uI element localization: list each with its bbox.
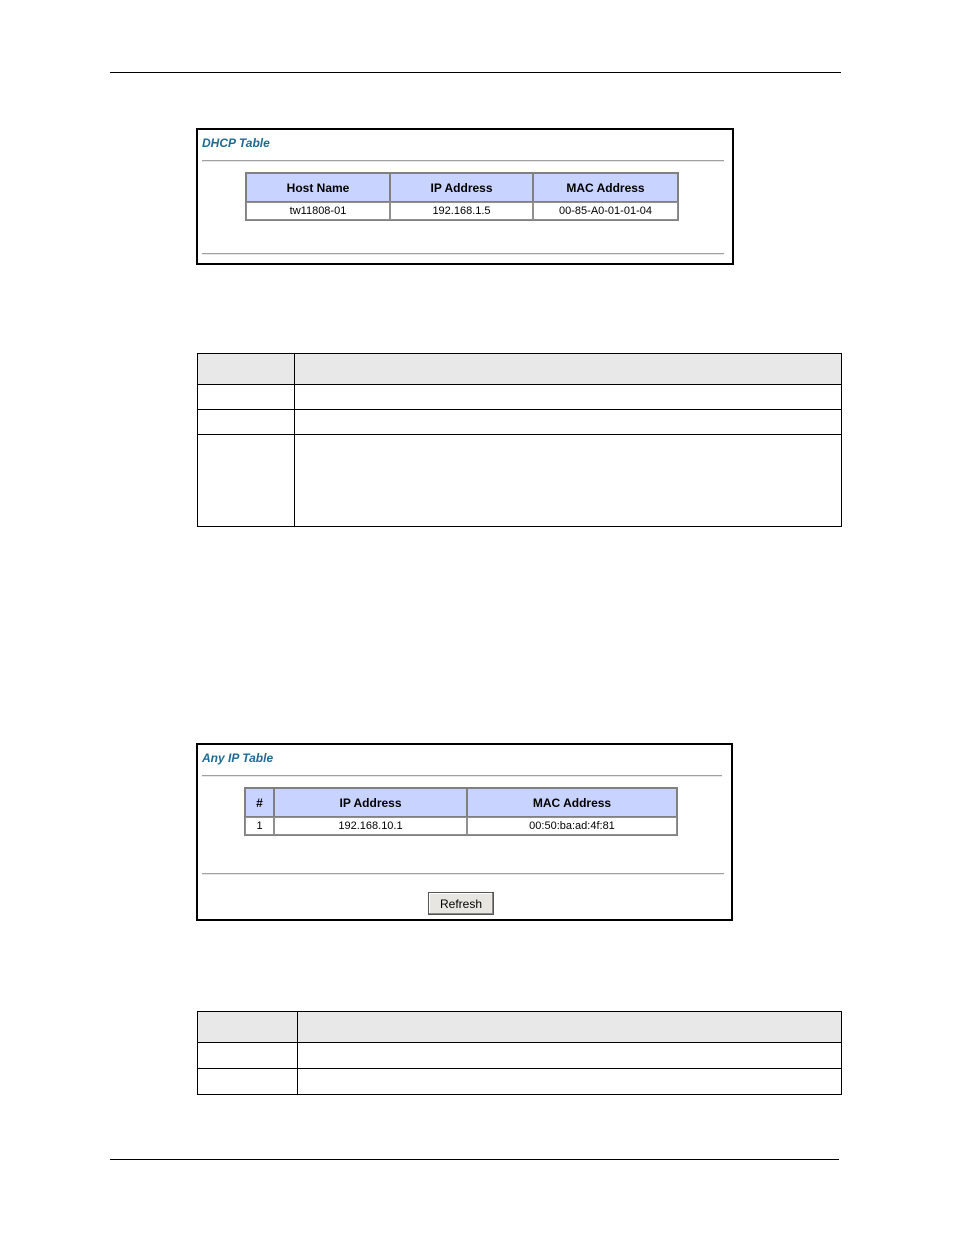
page-header-rule	[110, 72, 841, 73]
page-footer-rule	[110, 1159, 839, 1160]
dhcp-description-table	[197, 353, 842, 527]
desc-header-row	[198, 1012, 842, 1043]
dhcp-table-panel	[196, 128, 734, 265]
any-ip-table	[244, 787, 678, 836]
any-ip-table-title: Any IP Table	[202, 751, 274, 765]
dhcp-col-host-name: Host Name	[246, 173, 390, 202]
any-ip-top-divider	[202, 775, 722, 777]
any-ip-cell-ip-address: 192.168.10.1	[274, 817, 467, 835]
dhcp-col-mac-address: MAC Address	[533, 173, 678, 202]
any-ip-header-row	[245, 788, 677, 817]
dhcp-header-row	[246, 173, 678, 202]
any-ip-table-panel	[196, 743, 733, 921]
desc-row	[198, 1043, 842, 1069]
table-row	[246, 202, 678, 220]
desc-row	[198, 1069, 842, 1095]
dhcp-col-ip-address: IP Address	[390, 173, 533, 202]
dhcp-bottom-divider	[202, 253, 724, 255]
desc-header-row	[198, 354, 842, 385]
any-ip-description-table	[197, 1011, 842, 1095]
dhcp-cell-ip-address: 192.168.1.5	[390, 202, 533, 220]
refresh-button[interactable]: Refresh	[428, 892, 494, 915]
desc-row	[198, 435, 842, 527]
desc-row	[198, 410, 842, 435]
any-ip-cell-mac-address: 00:50:ba:ad:4f:81	[467, 817, 677, 835]
dhcp-cell-host-name: tw11808-01	[246, 202, 390, 220]
any-ip-cell-index: 1	[245, 817, 274, 835]
any-ip-bottom-divider	[202, 873, 724, 875]
dhcp-cell-mac-address: 00-85-A0-01-01-04	[533, 202, 678, 220]
any-ip-col-ip-address: IP Address	[274, 788, 467, 817]
dhcp-table	[245, 172, 679, 221]
any-ip-col-index: #	[245, 788, 274, 817]
dhcp-table-title: DHCP Table	[202, 136, 270, 150]
desc-row	[198, 385, 842, 410]
dhcp-top-divider	[202, 160, 724, 162]
any-ip-col-mac-address: MAC Address	[467, 788, 677, 817]
table-row	[245, 817, 677, 835]
